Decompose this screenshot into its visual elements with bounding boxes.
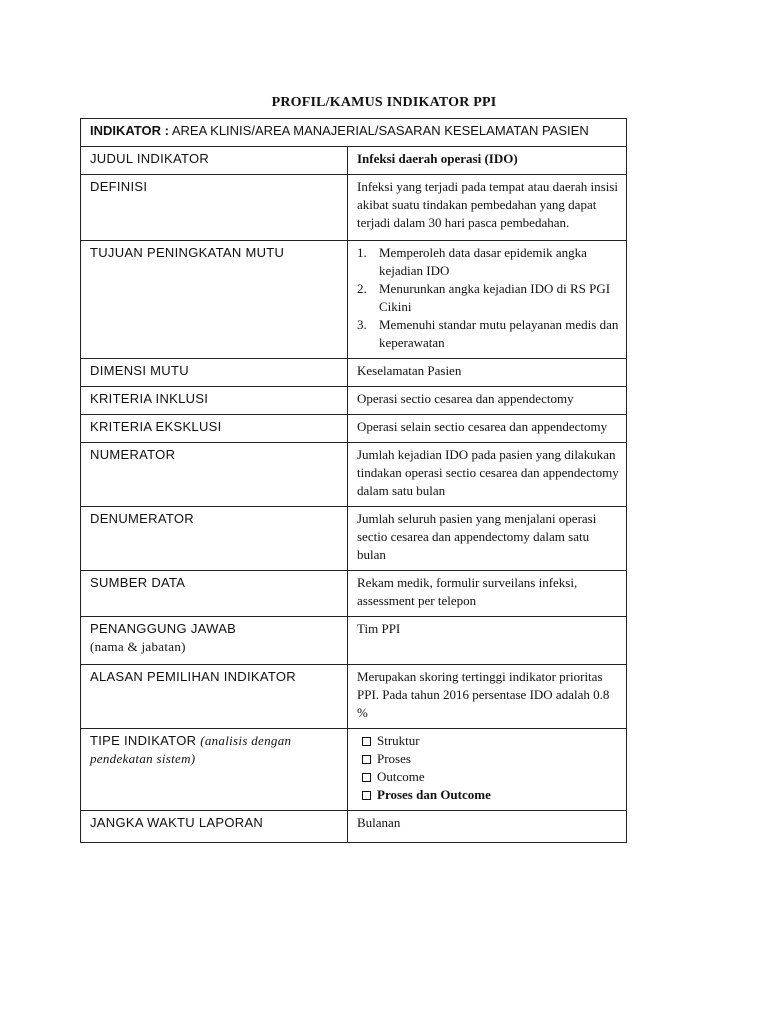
checkbox-icon — [362, 791, 371, 800]
jangka-label: JANGKA WAKTU LAPORAN — [81, 811, 348, 843]
page-title: PROFIL/KAMUS INDIKATOR PPI — [271, 95, 497, 110]
option-label: Struktur — [377, 733, 420, 748]
tipe-label: TIPE INDIKATOR — [90, 733, 201, 748]
definisi-value: Infeksi yang terjadi pada tempat atau daerah insisi akibat suatu tindakan pembedahan yang dapat terjadi dalam 30 hari pasca pembedahan. — [348, 175, 627, 241]
table-row-tujuan — [81, 241, 627, 359]
list-item: Menurunkan angka kejadian IDO di RS PGI Cikini — [379, 281, 611, 314]
option-label: Proses dan Outcome — [377, 787, 491, 802]
dimensi-label: DIMENSI MUTU — [81, 359, 348, 387]
table-row-eksklusi — [81, 415, 627, 443]
indikator-key: INDIKATOR : — [90, 123, 169, 138]
table-row-sumber — [81, 571, 627, 617]
checkbox-icon — [362, 773, 371, 782]
indikator-area-text: AREA KLINIS/AREA MANAJERIAL/SASARAN KESELAMATAN PASIEN — [168, 123, 589, 138]
table-row-denumerator — [81, 507, 627, 571]
option-label: Proses — [377, 751, 411, 766]
sumber-value: Rekam medik, formulir surveilans infeksi, assessment per telepon — [348, 571, 627, 617]
penanggung-label: PENANGGUNG JAWAB — [90, 621, 237, 636]
tujuan-label: TUJUAN PENINGKATAN MUTU — [81, 241, 348, 359]
judul-value: Infeksi daerah operasi (IDO) — [348, 147, 627, 175]
eksklusi-value: Operasi selain sectio cesarea dan appendectomy — [348, 415, 627, 443]
table-row-jangka — [81, 811, 627, 843]
table-row-tipe — [81, 729, 627, 811]
judul-label: JUDUL INDIKATOR — [81, 147, 348, 175]
penanggung-value: Tim PPI — [348, 617, 627, 665]
option-label: Outcome — [377, 769, 425, 784]
table-row-alasan — [81, 665, 627, 729]
alasan-label: ALASAN PEMILIHAN INDIKATOR — [81, 665, 348, 729]
alasan-value: Merupakan skoring tertinggi indikator prioritas PPI. Pada tahun 2016 persentase IDO adalah 0.8 % — [348, 665, 627, 729]
checkbox-icon — [362, 755, 371, 764]
penanggung-sublabel: (nama & jabatan) — [90, 639, 186, 654]
list-item — [362, 750, 620, 768]
denumerator-value: Jumlah seluruh pasien yang menjalani operasi sectio cesarea dan appendectomy dalam satu bulan — [348, 507, 627, 571]
denumerator-label: DENUMERATOR — [81, 507, 348, 571]
indikator-header-cell — [81, 119, 627, 147]
inklusi-label: KRITERIA INKLUSI — [81, 387, 348, 415]
list-item — [362, 786, 620, 804]
eksklusi-label: KRITERIA EKSKLUSI — [81, 415, 348, 443]
inklusi-value: Operasi sectio cesarea dan appendectomy — [348, 387, 627, 415]
numerator-value: Jumlah kejadian IDO pada pasien yang dilakukan tindakan operasi sectio cesarea dan appendectomy dalam satu bulan — [348, 443, 627, 507]
tipe-options — [357, 732, 620, 804]
table-row-definisi — [81, 175, 627, 241]
tujuan-list — [357, 244, 620, 352]
indicator-profile-table — [80, 118, 627, 843]
dimensi-value: Keselamatan Pasien — [348, 359, 627, 387]
penanggung-label-cell — [81, 617, 348, 665]
numerator-label: NUMERATOR — [81, 443, 348, 507]
table-row-judul — [81, 147, 627, 175]
table-row-indikator — [81, 119, 627, 147]
checkbox-icon — [362, 737, 371, 746]
definisi-label: DEFINISI — [81, 175, 348, 241]
table-row-penanggung — [81, 617, 627, 665]
list-item — [362, 768, 620, 786]
table-row-dimensi — [81, 359, 627, 387]
jangka-value: Bulanan — [348, 811, 627, 843]
sumber-label: SUMBER DATA — [81, 571, 348, 617]
tujuan-value — [348, 241, 627, 359]
list-item — [362, 732, 620, 750]
table-row-inklusi — [81, 387, 627, 415]
tipe-value — [348, 729, 627, 811]
tipe-label-note: (analisis dengan pendekatan sistem) — [90, 733, 292, 766]
tipe-label-cell — [81, 729, 348, 811]
table-row-numerator — [81, 443, 627, 507]
list-item: Memenuhi standar mutu pelayanan medis dan keperawatan — [379, 317, 619, 350]
list-item: Memperoleh data dasar epidemik angka kejadian IDO — [379, 245, 587, 278]
